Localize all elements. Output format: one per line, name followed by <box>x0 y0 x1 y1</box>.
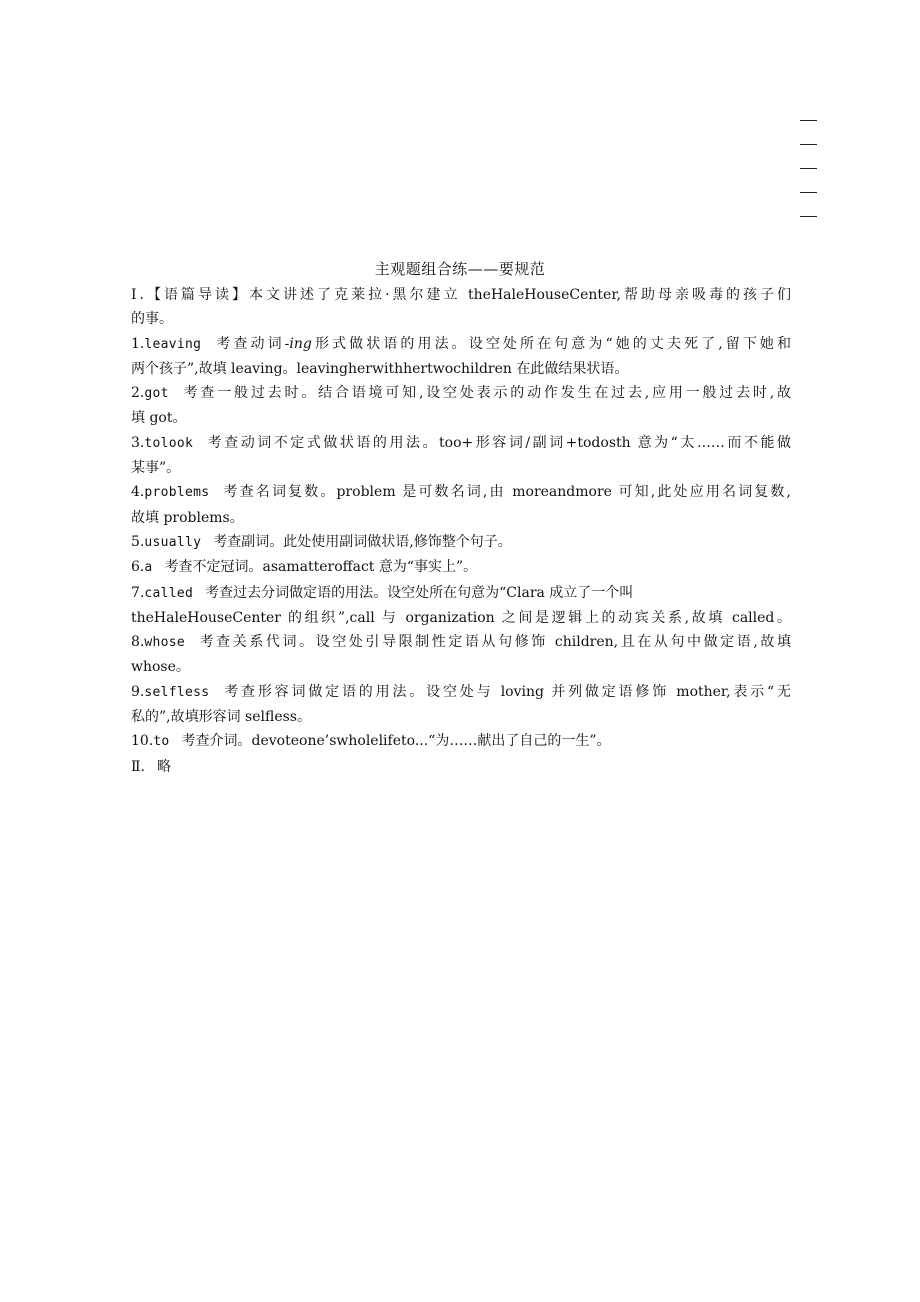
item-explanation: 考查一般过去时。结合语境可知,设空处表示的动作发生在过去,应用一般过去时,故 <box>180 385 791 402</box>
item-number: 9. <box>131 683 145 700</box>
item-7-line2: theHaleHouseCenter 的组织”,call 与 organization 之间是逻辑上的动宾关系,故填 called。 <box>131 609 791 626</box>
item-8-line2: whose。 <box>131 659 190 676</box>
item-explanation: 考查名词复数。problem 是可数名词,由 moreandmore 可知,此处应用名词复数, <box>221 484 791 501</box>
section1-intro-line2: 的事。 <box>131 311 173 328</box>
item-9-line2: 私的”,故填形容词 selfless。 <box>131 709 311 726</box>
header-marks <box>800 120 818 240</box>
item-number: 3. <box>131 434 145 451</box>
item-answer: leaving <box>144 336 202 352</box>
page-title: 主观题组合练——要规范 <box>374 260 546 278</box>
item-number: 4. <box>131 484 145 501</box>
item-answer: called <box>144 585 194 601</box>
item-explanation: 考查不定冠词。asamatteroffact 意为“事实上”。 <box>164 559 478 576</box>
item-explanation: 考查介词。devoteone’swholelifeto...“为……献出了自己的一生”。 <box>181 733 611 750</box>
item-number: 5. <box>131 533 145 550</box>
header-mark <box>800 216 817 217</box>
item-number: 6. <box>131 559 145 576</box>
item-9-line1 <box>131 680 791 705</box>
item-10-line1 <box>131 729 791 754</box>
item-8-line1 <box>131 630 791 655</box>
item-number: 10. <box>131 733 154 750</box>
item-3-line2: 某事”。 <box>131 460 181 477</box>
item-explanation: 考查动词不定式做状语的用法。too+形容词/副词+todosth 意为“太……而不能做 <box>205 434 791 451</box>
item-explanation: 考查动词- <box>213 335 290 352</box>
item-answer: whose <box>144 635 185 651</box>
item-1-line1 <box>131 332 791 357</box>
item-number: 7. <box>131 584 145 601</box>
item-3-line1 <box>131 431 791 456</box>
item-4-line1 <box>131 480 791 505</box>
item-answer: tolook <box>144 435 194 451</box>
item-explanation: 考查关系代词。设空处引导限制性定语从句修饰 children,且在从句中做定语,故填 <box>197 634 791 651</box>
item-answer: got <box>144 386 169 402</box>
item-answer: problems <box>144 485 210 501</box>
item-explanation: 考查过去分词做定语的用法。设空处所在句意为“Clara 成立了一个叫 <box>205 584 634 601</box>
section2-text: 略 <box>156 758 171 775</box>
item-1-line2: 两个孩子”,故填 leaving。leavingherwithhertwochildren 在此做结果状语。 <box>131 360 629 377</box>
item-2-line1 <box>131 381 791 406</box>
header-mark <box>800 120 817 121</box>
item-7-line1 <box>131 581 791 606</box>
item-6-line1 <box>131 555 791 580</box>
section2-label: Ⅱ. <box>131 758 145 775</box>
item-explanation: 考查副词。此处使用副词做状语,修饰整个句子。 <box>213 533 512 550</box>
header-mark <box>800 192 817 193</box>
item-explanation: 考查形容词做定语的用法。设空处与 loving 并列做定语修饰 mother,表示“无 <box>221 683 791 700</box>
item-2-line2: 填 got。 <box>131 410 187 427</box>
section1-intro-line1: Ⅰ.【语篇导读】本文讲述了克莱拉·黑尔建立 theHaleHouseCenter,帮助母亲吸毒的孩子们 <box>131 287 791 303</box>
header-mark <box>800 144 817 145</box>
item-answer: a <box>144 560 153 576</box>
item-number: 2. <box>131 385 145 402</box>
item-explanation: 形式做状语的用法。设空处所在句意为“她的丈夫死了,留下她和 <box>311 335 792 352</box>
header-mark <box>800 168 817 169</box>
item-5-line1 <box>131 530 791 555</box>
item-explanation-italic: ing <box>289 335 312 352</box>
item-answer: usually <box>144 534 202 550</box>
item-answer: to <box>153 734 170 750</box>
answer-content <box>131 283 791 779</box>
item-4-line2: 故填 problems。 <box>131 509 244 526</box>
item-answer: selfless <box>144 684 210 700</box>
item-number: 8. <box>131 634 145 651</box>
section2 <box>131 755 791 779</box>
item-number: 1. <box>131 335 145 352</box>
